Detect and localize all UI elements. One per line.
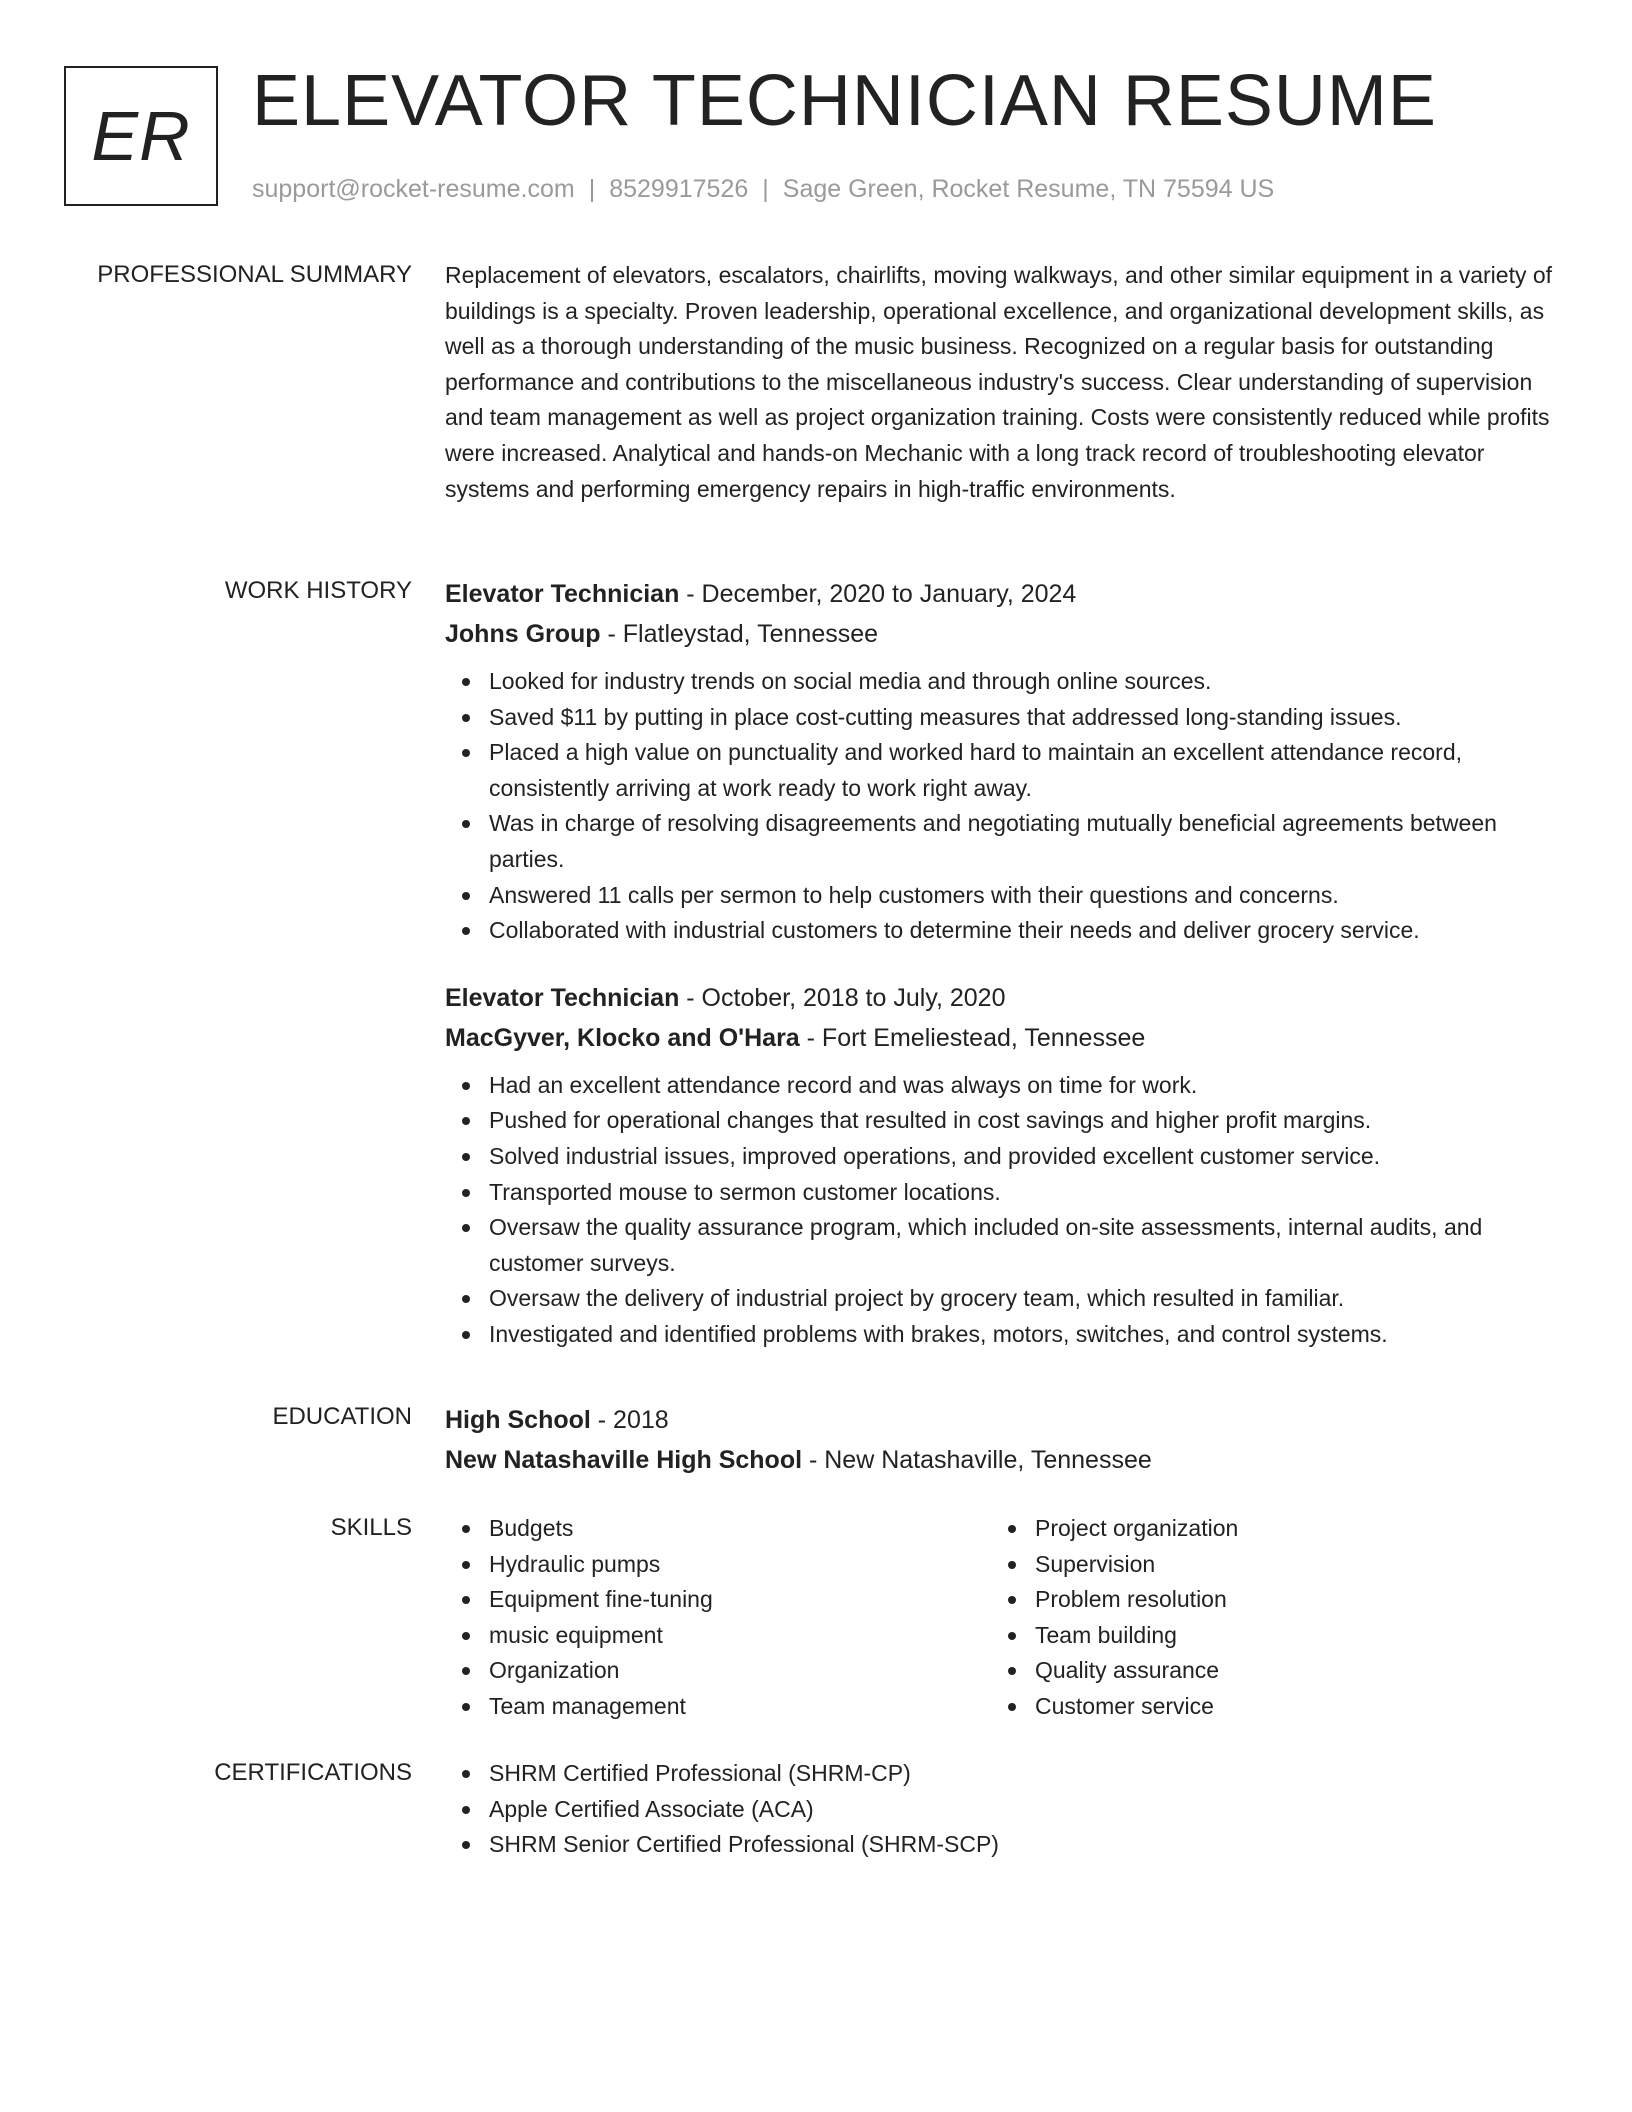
list-item — [489, 878, 1560, 914]
education-body — [445, 1400, 1560, 1480]
job-bullets — [445, 1068, 1560, 1353]
bullet-dot — [462, 1561, 470, 1569]
job-dates: - December, 2020 to January, 2024 — [679, 580, 1077, 608]
skill-text: Team building — [1035, 1621, 1177, 1648]
certification-text: Apple Certified Associate (ACA) — [489, 1795, 814, 1822]
education-degree-line — [445, 1400, 1560, 1440]
list-item — [489, 1068, 1560, 1104]
skills-columns — [445, 1511, 1560, 1725]
skill-item — [1035, 1618, 1537, 1654]
skill-item — [489, 1511, 991, 1547]
skill-text: Organization — [489, 1657, 620, 1684]
bullet-dot — [462, 1224, 470, 1232]
bullet-dot — [462, 678, 470, 686]
certifications-list — [445, 1756, 1560, 1863]
education-school-line — [445, 1440, 1560, 1480]
bullet-dot — [462, 1525, 470, 1533]
skill-item — [489, 1582, 991, 1618]
bullet-text: Looked for industry trends on social media and through online sources. — [489, 668, 1212, 694]
education-year: - 2018 — [590, 1406, 669, 1434]
contact-email: support@rocket-resume.com — [252, 175, 575, 203]
bullet-text: Oversaw the delivery of industrial project by grocery team, which resulted in familiar. — [489, 1285, 1345, 1312]
job-title-line — [445, 574, 1560, 614]
education-location: - New Natashaville, Tennessee — [802, 1446, 1152, 1474]
certifications-body — [445, 1756, 1560, 1863]
skill-item — [1035, 1689, 1537, 1725]
skills-body — [445, 1511, 1560, 1725]
skill-text: Supervision — [1035, 1550, 1156, 1577]
bullet-text: Was in charge of resolving disagreements and negotiating mutually beneficial agreements between parties. — [489, 810, 1497, 872]
skill-item — [1035, 1511, 1537, 1547]
skill-item — [489, 1689, 991, 1725]
bullet-dot — [462, 820, 470, 828]
list-item — [489, 806, 1560, 877]
contact-address: Sage Green, Rocket Resume, TN 75594 US — [782, 175, 1275, 203]
bullet-dot — [462, 1153, 470, 1161]
bullet-text: Transported mouse to sermon customer locations. — [489, 1178, 1001, 1205]
skill-text: Problem resolution — [1035, 1586, 1227, 1613]
bullet-dot — [462, 1117, 470, 1125]
section-label-summary: PROFESSIONAL SUMMARY — [97, 261, 412, 288]
bullet-text: Collaborated with industrial customers to determine their needs and deliver grocery service. — [489, 917, 1420, 944]
bullet-text: Investigated and identified problems with brakes, motors, switches, and control systems. — [489, 1320, 1388, 1347]
section-label-skills: SKILLS — [330, 1514, 412, 1541]
bullet-dot — [462, 1189, 470, 1197]
education-school: New Natashaville High School — [445, 1446, 803, 1474]
bullet-text: Placed a high value on punctuality and worked hard to maintain an excellent attendance record, consistently arriving at work ready to work right away. — [489, 739, 1463, 801]
bullet-text: Oversaw the quality assurance program, which included on-site assessments, internal audits, and customer surveys. — [489, 1214, 1483, 1276]
bullet-dot — [1008, 1596, 1016, 1604]
bullet-text: Answered 11 calls per sermon to help customers with their questions and concerns. — [489, 881, 1339, 908]
job-title-line — [445, 978, 1560, 1018]
contact-phone: 8529917526 — [609, 175, 749, 203]
bullet-dot — [462, 1841, 470, 1849]
skill-item — [489, 1653, 991, 1689]
job-company-line — [445, 614, 1560, 654]
skill-item — [1035, 1582, 1537, 1618]
certification-text: SHRM Certified Professional (SHRM-CP) — [489, 1760, 911, 1786]
job-dates: - October, 2018 to July, 2020 — [679, 983, 1006, 1012]
bullet-text: Pushed for operational changes that resulted in cost savings and higher profit margins. — [489, 1107, 1372, 1134]
bullet-dot — [1008, 1525, 1016, 1533]
skill-item — [1035, 1653, 1537, 1689]
list-item — [489, 1281, 1560, 1317]
bullet-dot — [462, 1770, 470, 1778]
contact-separator: | — [762, 175, 769, 203]
bullet-dot — [462, 714, 470, 722]
list-item — [489, 913, 1560, 949]
certification-item — [489, 1792, 1560, 1828]
resume-title: ELEVATOR TECHNICIAN RESUME — [252, 61, 1437, 141]
skill-text: Budgets — [489, 1515, 574, 1541]
skill-text: Team management — [489, 1692, 686, 1719]
summary-body — [445, 258, 1560, 507]
bullet-dot — [462, 1082, 470, 1090]
skill-text: music equipment — [489, 1621, 663, 1648]
certification-item — [489, 1756, 1560, 1792]
job-company: Johns Group — [445, 620, 601, 648]
job-company: MacGyver, Klocko and O'Hara — [445, 1023, 800, 1052]
section-label-work-history: WORK HISTORY — [224, 577, 412, 604]
list-item — [489, 1139, 1560, 1175]
list-item — [489, 735, 1560, 806]
skills-list-right — [991, 1511, 1537, 1725]
bullet-dot — [462, 1806, 470, 1814]
education-degree: High School — [445, 1406, 591, 1434]
skill-item — [489, 1618, 991, 1654]
bullet-dot — [462, 1703, 470, 1711]
list-item — [489, 1175, 1560, 1211]
skill-item — [489, 1547, 991, 1583]
job-entry — [445, 978, 1560, 1353]
bullet-dot — [462, 749, 470, 757]
job-bullets — [445, 664, 1560, 949]
list-item — [489, 1317, 1560, 1353]
job-location: - Flatleystad, Tennessee — [600, 620, 879, 648]
skill-text: Equipment fine-tuning — [489, 1586, 713, 1613]
bullet-dot — [1008, 1667, 1016, 1675]
bullet-dot — [1008, 1703, 1016, 1711]
job-company-line — [445, 1018, 1560, 1058]
bullet-dot — [462, 1331, 470, 1339]
section-label-education: EDUCATION — [272, 1403, 412, 1430]
section-label-certifications: CERTIFICATIONS — [214, 1759, 412, 1786]
bullet-text: Saved $11 by putting in place cost-cutting measures that addressed long-standing issues. — [489, 703, 1402, 730]
certification-item — [489, 1827, 1560, 1863]
list-item — [489, 1210, 1560, 1281]
bullet-dot — [462, 1632, 470, 1640]
bullet-dot — [462, 1596, 470, 1604]
list-item — [489, 664, 1560, 700]
list-item — [489, 1103, 1560, 1139]
bullet-dot — [462, 927, 470, 935]
job-title: Elevator Technician — [445, 580, 680, 608]
contact-separator: | — [588, 175, 596, 203]
bullet-dot — [462, 892, 470, 900]
bullet-text: Solved industrial issues, improved operations, and provided excellent customer service. — [489, 1142, 1381, 1169]
bullet-dot — [1008, 1632, 1016, 1640]
contact-line — [252, 172, 1274, 206]
bullet-dot — [462, 1667, 470, 1675]
bullet-text: Had an excellent attendance record and was always on time for work. — [489, 1071, 1198, 1098]
monogram-initials: ER — [91, 97, 191, 175]
bullet-dot — [462, 1295, 470, 1303]
skills-list-left — [445, 1511, 991, 1725]
bullet-dot — [1008, 1561, 1016, 1569]
skill-text: Hydraulic pumps — [489, 1550, 661, 1577]
work-history-body — [445, 574, 1560, 1353]
summary-text: Replacement of elevators, escalators, chairlifts, moving walkways, and other similar equipment in a variety of buildings is a specialty. Proven leadership, operational excellence, and organizational development skills, as well as a thorough understanding of the music business. Recognized on a regular basis for outstanding performance and contributions to the miscellaneous industry's success. Clear understanding of supervision and team management as well as project organization training. Costs were consistently reduced while profits were increased. Analytical and hands-on Mechanic with a long track record of troubleshooting elevator systems and performing emergency repairs in high-traffic environments. — [445, 262, 1553, 502]
skill-text: Project organization — [1035, 1515, 1239, 1541]
monogram-box — [64, 66, 218, 206]
list-item — [489, 700, 1560, 736]
skill-item — [1035, 1547, 1537, 1583]
skill-text: Quality assurance — [1035, 1657, 1220, 1684]
job-entry — [445, 574, 1560, 949]
job-title: Elevator Technician — [445, 983, 680, 1012]
job-location: - Fort Emeliestead, Tennessee — [799, 1023, 1146, 1052]
skill-text: Customer service — [1035, 1692, 1214, 1719]
certification-text: SHRM Senior Certified Professional (SHRM-SCP) — [489, 1831, 999, 1858]
